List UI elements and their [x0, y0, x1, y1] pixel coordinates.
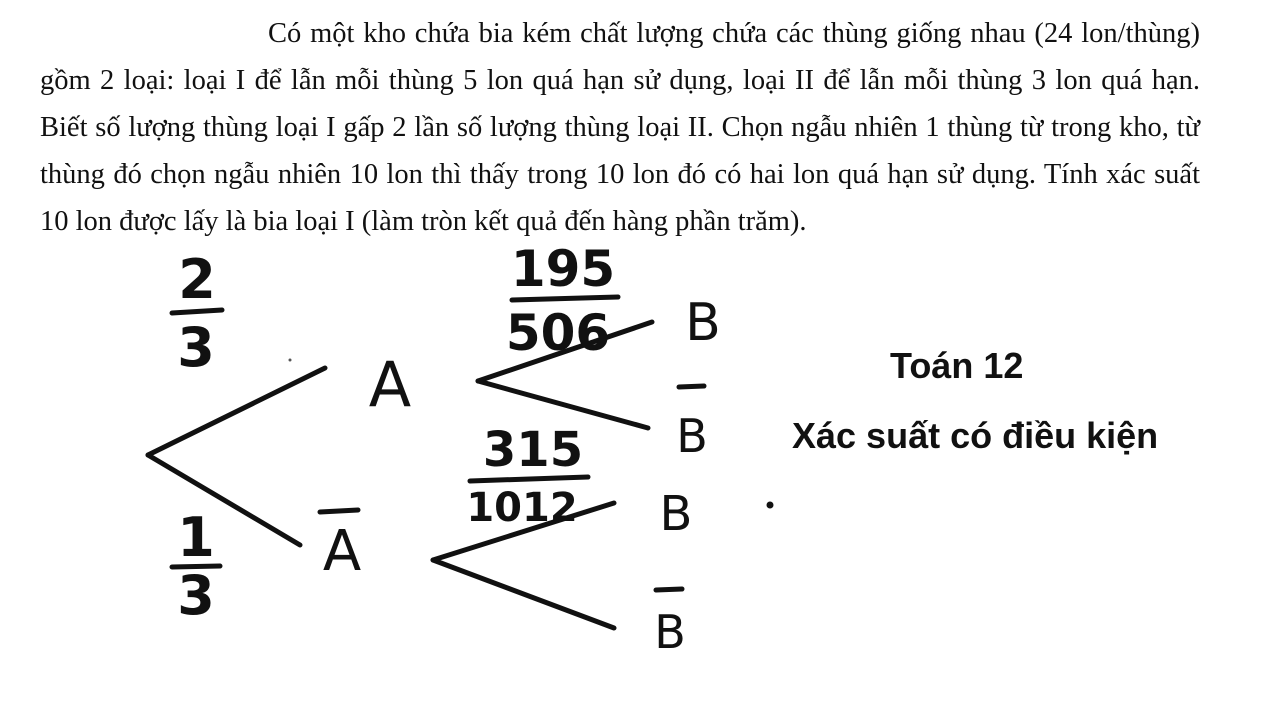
- branch-root-to-a: [148, 368, 325, 455]
- root-upper-prob-numerator: 2: [178, 248, 216, 311]
- leaf-b-lower: B: [659, 486, 693, 542]
- branch-a-bar-to-b-bar: [433, 560, 614, 628]
- problem-statement: Có một kho chứa bia kém chất lượng chứa các thùng giống nhau (24 lon/thùng) gồm 2 loại: loại I để lẫn mỗi thùng 5 lon quá hạn sử dụng, loại II để lẫn mỗi thùng 3 lon quá hạn. Biết số lượng thùng loại I gấp 2 lần số lượng thùng loại II. Chọn ngẫu nhiên 1 thùng từ trong kho, từ thùng đó chọn ngẫu nhiên 10 lon thì thấy trong 10 lon đó có hai lon quá hạn sử dụng. Tính xác suất 10 lon được lấy là bia loại I (làm tròn kết quả đến hàng phần trăm).: [40, 18, 1200, 237]
- overbar-b-bar-1: [679, 386, 704, 387]
- root-lower-prob-numerator: 1: [177, 506, 215, 569]
- node-a: A: [368, 348, 412, 421]
- branch-a-to-b-bar: [478, 381, 648, 428]
- overbar-a-bar: [320, 510, 358, 512]
- leaf-b-bar-upper: B: [676, 409, 708, 463]
- a-bar-to-b-prob-denominator: 1012: [466, 485, 578, 531]
- overbar-b-bar-2: [656, 589, 682, 590]
- a-bar-to-b-prob-numerator: 315: [482, 422, 584, 478]
- topic-subtitle: Xác suất có điều kiện: [792, 415, 1159, 456]
- root-upper-prob-denominator: 3: [177, 316, 215, 379]
- ink-dot-small: [289, 359, 292, 362]
- branch-root-to-a-bar: [148, 455, 300, 545]
- root-lower-prob-denominator: 3: [177, 564, 215, 627]
- subject-title: Toán 12: [890, 345, 1024, 386]
- node-a-bar: A: [322, 519, 362, 584]
- a-to-b-prob-denominator: 506: [505, 304, 611, 362]
- a-to-b-prob-numerator: 195: [510, 240, 616, 298]
- ink-dot: [767, 502, 774, 509]
- leaf-b-bar-lower: B: [654, 605, 686, 659]
- leaf-b-upper: B: [685, 293, 721, 353]
